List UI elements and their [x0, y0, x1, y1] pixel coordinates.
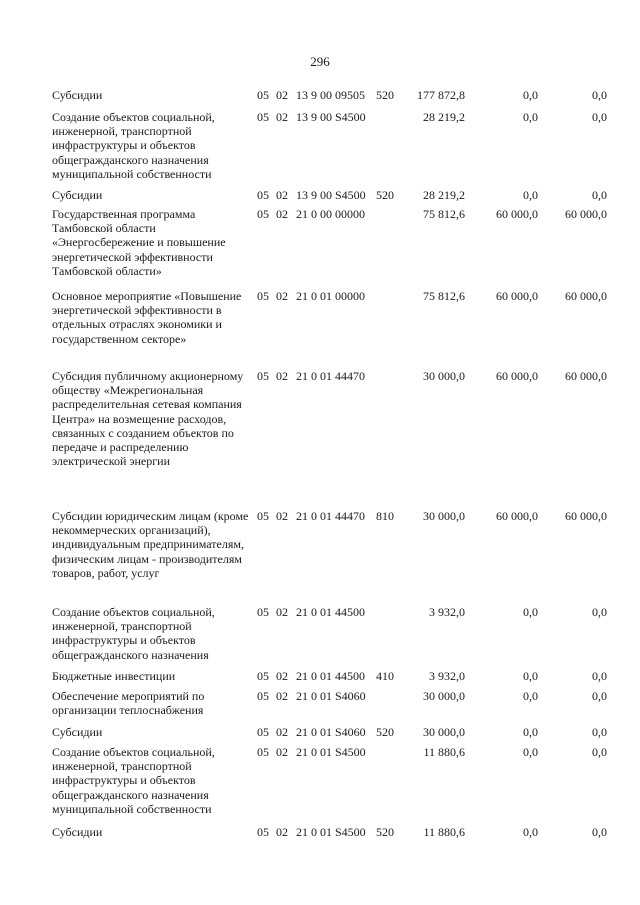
- row-amount-2: 0,0: [523, 745, 538, 759]
- row-subsection: 02: [276, 207, 288, 221]
- row-amount-3: 0,0: [592, 825, 607, 839]
- table-row: [0, 289, 640, 369]
- table-row: [0, 825, 640, 845]
- row-amount-3: 60 000,0: [565, 369, 607, 383]
- row-expense-type: 520: [376, 825, 394, 839]
- row-amount-3: 0,0: [592, 725, 607, 739]
- row-amount-1: 177 872,8: [417, 88, 465, 102]
- row-target-article: 21 0 01 44470: [296, 509, 365, 523]
- row-subsection: 02: [276, 825, 288, 839]
- row-expense-type: 410: [376, 669, 394, 683]
- row-name: Субсидии: [52, 88, 103, 102]
- row-amount-3: 60 000,0: [565, 207, 607, 221]
- row-amount-1: 30 000,0: [423, 689, 465, 703]
- table-row: [0, 88, 640, 110]
- row-subsection: 02: [276, 88, 288, 102]
- row-amount-3: 60 000,0: [565, 289, 607, 303]
- table-row: [0, 689, 640, 725]
- row-section: 05: [257, 110, 269, 124]
- row-target-article: 21 0 00 00000: [296, 207, 365, 221]
- row-amount-2: 0,0: [523, 825, 538, 839]
- row-subsection: 02: [276, 188, 288, 202]
- row-amount-2: 0,0: [523, 188, 538, 202]
- row-amount-1: 28 219,2: [423, 110, 465, 124]
- row-target-article: 21 0 01 44500: [296, 605, 365, 619]
- row-amount-1: 28 219,2: [423, 188, 465, 202]
- row-name: Субсидия публичному акционерному обществу «Межрегиональная распределительная сетевая компания Центра» на возмещение расходов, связанных с созданием объектов по передаче и распределению электрической энергии: [52, 369, 244, 469]
- row-expense-type: 520: [376, 725, 394, 739]
- table-row: [0, 110, 640, 188]
- row-subsection: 02: [276, 669, 288, 683]
- row-amount-1: 75 812,6: [423, 289, 465, 303]
- row-section: 05: [257, 289, 269, 303]
- table-row: [0, 669, 640, 689]
- row-subsection: 02: [276, 110, 288, 124]
- table-row: [0, 369, 640, 509]
- row-subsection: 02: [276, 509, 288, 523]
- row-amount-3: 0,0: [592, 88, 607, 102]
- row-amount-1: 3 932,0: [429, 669, 465, 683]
- row-subsection: 02: [276, 369, 288, 383]
- row-amount-2: 0,0: [523, 605, 538, 619]
- row-section: 05: [257, 825, 269, 839]
- row-amount-2: 0,0: [523, 689, 538, 703]
- table-row: [0, 207, 640, 289]
- row-amount-1: 30 000,0: [423, 509, 465, 523]
- row-section: 05: [257, 605, 269, 619]
- row-name: Бюджетные инвестиции: [52, 669, 176, 683]
- row-subsection: 02: [276, 725, 288, 739]
- page-number: 296: [310, 54, 330, 69]
- row-target-article: 13 9 00 S4500: [296, 188, 366, 202]
- row-amount-3: 0,0: [592, 689, 607, 703]
- row-amount-3: 0,0: [592, 669, 607, 683]
- row-target-article: 13 9 00 S4500: [296, 110, 366, 124]
- row-target-article: 21 0 01 44500: [296, 669, 365, 683]
- row-section: 05: [257, 689, 269, 703]
- row-amount-1: 30 000,0: [423, 725, 465, 739]
- row-amount-3: 60 000,0: [565, 509, 607, 523]
- row-expense-type: 810: [376, 509, 394, 523]
- row-amount-1: 11 880,6: [423, 825, 465, 839]
- row-target-article: 21 0 01 00000: [296, 289, 365, 303]
- row-section: 05: [257, 745, 269, 759]
- table-row: [0, 605, 640, 669]
- row-section: 05: [257, 369, 269, 383]
- row-subsection: 02: [276, 689, 288, 703]
- row-amount-1: 75 812,6: [423, 207, 465, 221]
- row-subsection: 02: [276, 289, 288, 303]
- row-name: Субсидии: [52, 825, 103, 839]
- row-name: Создание объектов социальной, инженерной, транспортной инфраструктуры и объектов общегражданского назначения муниципальной собственности: [52, 110, 215, 181]
- row-name: Субсидии юридическим лицам (кроме некоммерческих организаций), индивидуальным предпринимателям, физическим лицам - производителям товаров, работ, услуг: [52, 509, 249, 580]
- row-section: 05: [257, 509, 269, 523]
- row-amount-3: 0,0: [592, 110, 607, 124]
- row-section: 05: [257, 725, 269, 739]
- row-target-article: 21 0 01 S4500: [296, 745, 366, 759]
- row-section: 05: [257, 669, 269, 683]
- row-subsection: 02: [276, 605, 288, 619]
- row-name: Государственная программа Тамбовской области «Энергосбережение и повышение энергетической эффективности Тамбовской области»: [52, 207, 226, 278]
- row-amount-3: 0,0: [592, 188, 607, 202]
- row-name: Обеспечение мероприятий по организации теплоснабжения: [52, 689, 205, 718]
- row-amount-1: 3 932,0: [429, 605, 465, 619]
- table-row: [0, 509, 640, 605]
- row-expense-type: 520: [376, 88, 394, 102]
- row-amount-2: 60 000,0: [496, 207, 538, 221]
- table-row: [0, 188, 640, 207]
- table-row: [0, 745, 640, 825]
- row-amount-2: 60 000,0: [496, 369, 538, 383]
- row-target-article: 13 9 00 09505: [296, 88, 365, 102]
- row-amount-1: 30 000,0: [423, 369, 465, 383]
- row-target-article: 21 0 01 S4060: [296, 689, 366, 703]
- row-name: Субсидии: [52, 188, 103, 202]
- row-amount-2: 0,0: [523, 110, 538, 124]
- table-row: [0, 725, 640, 745]
- row-name: Создание объектов социальной, инженерной, транспортной инфраструктуры и объектов общегражданского назначения: [52, 605, 215, 662]
- row-expense-type: 520: [376, 188, 394, 202]
- row-name: Основное мероприятие «Повышение энергетической эффективности в отдельных отраслях экономики и государственном секторе»: [52, 289, 242, 346]
- row-amount-3: 0,0: [592, 745, 607, 759]
- budget-table: [0, 88, 640, 845]
- row-name: Субсидии: [52, 725, 103, 739]
- row-amount-2: 60 000,0: [496, 289, 538, 303]
- row-target-article: 21 0 01 S4060: [296, 725, 366, 739]
- row-target-article: 21 0 01 44470: [296, 369, 365, 383]
- row-section: 05: [257, 188, 269, 202]
- row-section: 05: [257, 207, 269, 221]
- row-subsection: 02: [276, 745, 288, 759]
- row-amount-2: 0,0: [523, 669, 538, 683]
- row-amount-2: 0,0: [523, 725, 538, 739]
- row-section: 05: [257, 88, 269, 102]
- row-name: Создание объектов социальной, инженерной, транспортной инфраструктуры и объектов общегражданского назначения муниципальной собственности: [52, 745, 215, 816]
- row-amount-2: 0,0: [523, 88, 538, 102]
- row-amount-1: 11 880,6: [423, 745, 465, 759]
- row-target-article: 21 0 01 S4500: [296, 825, 366, 839]
- row-amount-2: 60 000,0: [496, 509, 538, 523]
- row-amount-3: 0,0: [592, 605, 607, 619]
